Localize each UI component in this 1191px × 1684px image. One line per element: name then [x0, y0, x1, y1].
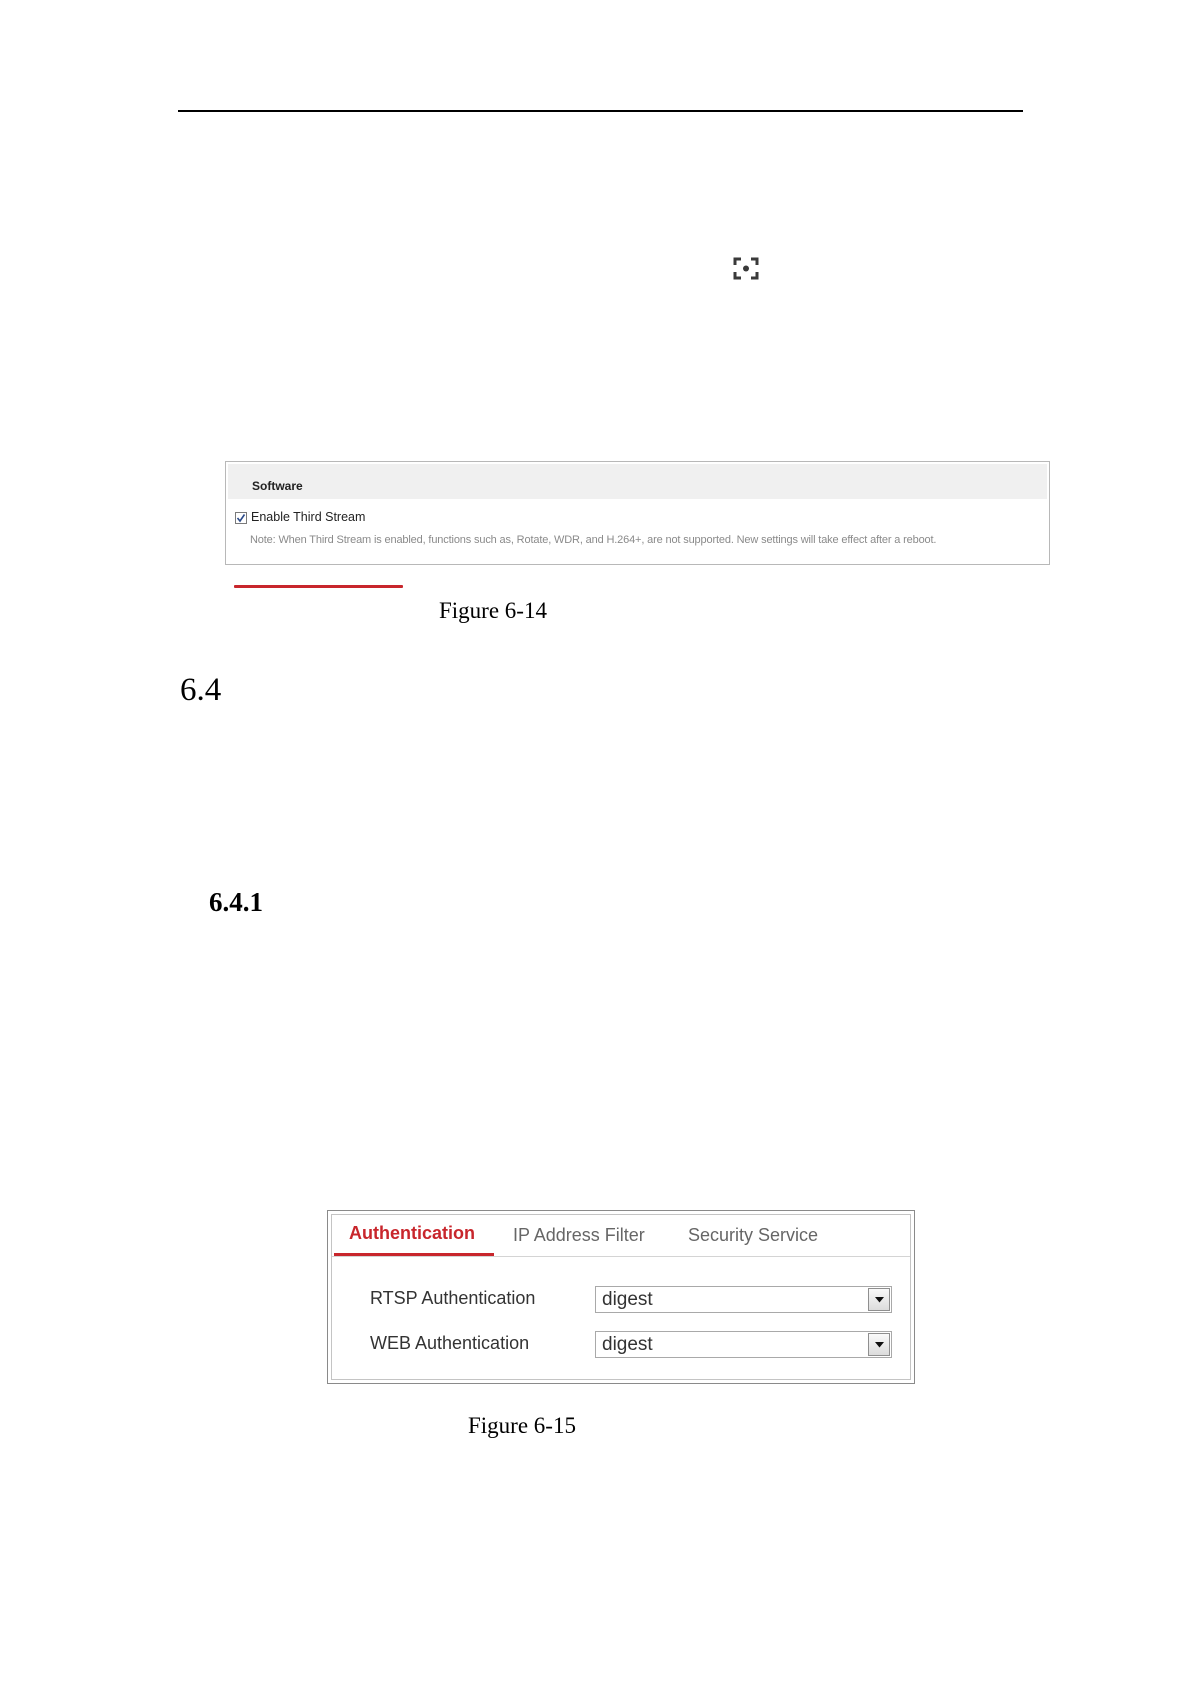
section-heading-6-4: 6.4 [180, 672, 222, 708]
web-dropdown-button[interactable] [868, 1333, 890, 1356]
tab-ip-address-filter[interactable]: IP Address Filter [513, 1225, 645, 1245]
focus-frame-icon [733, 257, 759, 280]
chevron-down-icon [875, 1297, 884, 1303]
software-panel-header [228, 464, 1047, 499]
red-accent-underline [234, 585, 403, 588]
security-tab-strip [332, 1215, 910, 1257]
rtsp-dropdown-button[interactable] [868, 1288, 890, 1311]
figure-caption-6-14: Figure 6-14 [439, 598, 547, 623]
chevron-down-icon [875, 1342, 884, 1348]
tab-security-service[interactable]: Security Service [688, 1225, 819, 1245]
web-authentication-label: WEB Authentication [370, 1333, 530, 1353]
active-tab-indicator [334, 1253, 494, 1256]
enable-third-stream-checkbox[interactable] [235, 512, 247, 524]
header-rule [178, 110, 1023, 112]
software-panel-title: Software [252, 479, 303, 493]
web-authentication-select[interactable] [595, 1331, 892, 1358]
figure-caption-6-15: Figure 6-15 [468, 1413, 576, 1438]
third-stream-note: Note: When Third Stream is enabled, functions such as, Rotate, WDR, and H.264+, are not supported. New settings will take effect after a reboot. [250, 534, 937, 546]
authentication-settings-panel [327, 1210, 915, 1384]
software-settings-panel [225, 461, 1050, 565]
checkmark-icon [236, 513, 246, 523]
rtsp-authentication-select[interactable] [595, 1286, 892, 1313]
authentication-panel-inner [331, 1214, 911, 1380]
enable-third-stream-label: Enable Third Stream [251, 510, 366, 524]
tab-authentication[interactable]: Authentication [349, 1223, 475, 1243]
rtsp-authentication-value: digest [602, 1289, 653, 1310]
web-authentication-value: digest [602, 1334, 653, 1355]
rtsp-authentication-label: RTSP Authentication [370, 1288, 536, 1308]
subsection-heading-6-4-1: 6.4.1 [209, 887, 263, 917]
